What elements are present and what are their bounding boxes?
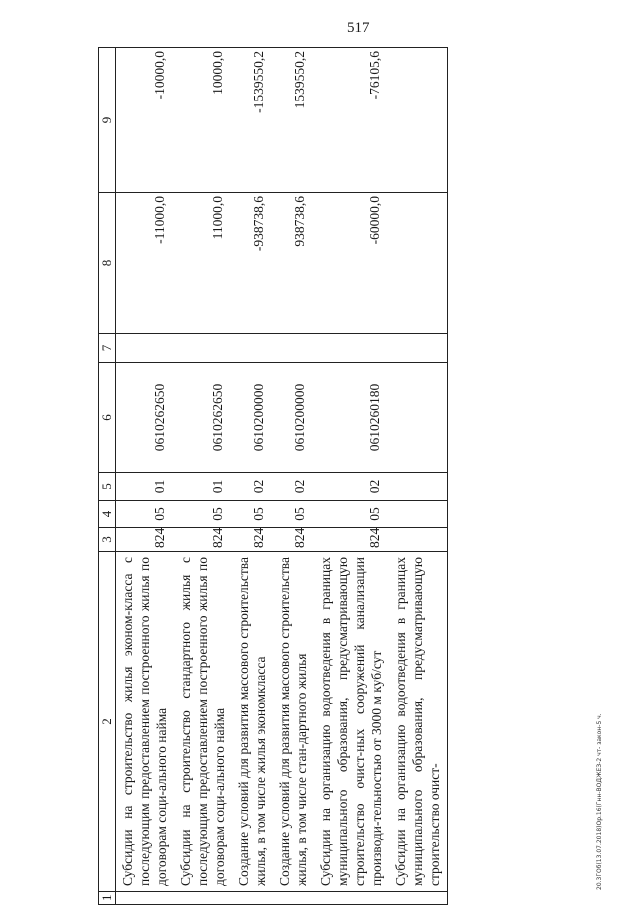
row-index-cell: [389, 892, 448, 905]
cell-section: 05: [116, 501, 175, 528]
cell-section: 05: [273, 501, 314, 528]
cell-amount-year-2: 1539550,2: [273, 48, 314, 193]
cell-ministry-code: 824: [273, 528, 314, 552]
header-col-9: 9: [99, 48, 116, 193]
row-index-cell: [232, 892, 273, 905]
row-description: Создание условий для развития массового строительства жилья, в том числе жилья экономкласса: [232, 552, 273, 892]
cell-amount-year-1: -938738,6: [232, 193, 273, 334]
cell-target-article: 0610262650: [174, 363, 232, 473]
header-col-1: 1: [99, 892, 116, 905]
row-index-cell: [174, 892, 232, 905]
cell-section: 05: [314, 501, 389, 528]
page-number: 517: [347, 20, 370, 36]
cell-amount-year-1: -60000,0: [314, 193, 389, 334]
cell-target-article: 0610262650: [116, 363, 175, 473]
row-index-cell: [314, 892, 389, 905]
row-description: Субсидии на организацию водоотведения в границах муниципального образования, предусматривающую строительство очист-ных сооружений канализации производи-тельностью от 3000 м куб/сут: [314, 552, 389, 892]
margin-note-text: 20.3ГОб(13.07.2018)Ор.16(Гнн-ВОДЖЕЗ-2 чт- закон-5 ч.: [596, 713, 603, 890]
table-row: [232, 48, 273, 905]
cell-amount-year-2: -10000,0: [116, 48, 175, 193]
cell-amount-year-2: [389, 48, 448, 193]
cell-expense-type: [116, 334, 175, 363]
rotated-table-container: [98, 48, 585, 905]
row-description: Создание условий для развития массового строительства жилья, в том числе стан-дартного жилья: [273, 552, 314, 892]
cell-expense-type: [232, 334, 273, 363]
cell-ministry-code: [389, 528, 448, 552]
header-col-6: 6: [99, 363, 116, 473]
cell-target-article: [389, 363, 448, 473]
cell-ministry-code: 824: [232, 528, 273, 552]
cell-subsection: 02: [273, 473, 314, 501]
cell-amount-year-1: 11000,0: [174, 193, 232, 334]
row-description: Субсидии на организацию водоотведения в границах муниципального образования, предусматривающую строительство очист-: [389, 552, 448, 892]
cell-expense-type: [174, 334, 232, 363]
header-col-7: 7: [99, 334, 116, 363]
cell-expense-type: [273, 334, 314, 363]
table-row: [174, 48, 232, 905]
cell-amount-year-2: -76105,6: [314, 48, 389, 193]
cell-subsection: 01: [116, 473, 175, 501]
table-row: [314, 48, 389, 905]
cell-target-article: 0610200000: [232, 363, 273, 473]
margin-note: [596, 590, 606, 890]
header-col-8: 8: [99, 193, 116, 334]
cell-amount-year-2: -1539550,2: [232, 48, 273, 193]
cell-amount-year-1: 938738,6: [273, 193, 314, 334]
header-col-3: 3: [99, 528, 116, 552]
cell-amount-year-1: [389, 193, 448, 334]
header-col-4: 4: [99, 501, 116, 528]
cell-ministry-code: 824: [116, 528, 175, 552]
header-col-5: 5: [99, 473, 116, 501]
cell-subsection: 02: [232, 473, 273, 501]
cell-ministry-code: 824: [314, 528, 389, 552]
row-description: Субсидии на строительство жилья эконом-класса с последующим предоставлением построенного жилья по договорам соци-ального найма: [116, 552, 175, 892]
budget-table: [98, 47, 448, 905]
table-row: [116, 48, 175, 905]
row-description: Субсидии на строительство стандартного жилья с последующим предоставлением построенного жилья по договорам соци-ального найма: [174, 552, 232, 892]
cell-amount-year-2: 10000,0: [174, 48, 232, 193]
table-row: [389, 48, 448, 905]
cell-subsection: 01: [174, 473, 232, 501]
row-index-cell: [273, 892, 314, 905]
cell-section: 05: [174, 501, 232, 528]
cell-expense-type: [314, 334, 389, 363]
row-index-cell: [116, 892, 175, 905]
cell-ministry-code: 824: [174, 528, 232, 552]
cell-target-article: 0610200000: [273, 363, 314, 473]
cell-amount-year-1: -11000,0: [116, 193, 175, 334]
cell-expense-type: [389, 334, 448, 363]
table-row: [273, 48, 314, 905]
cell-section: [389, 501, 448, 528]
cell-subsection: [389, 473, 448, 501]
cell-section: 05: [232, 501, 273, 528]
cell-target-article: 0610260180: [314, 363, 389, 473]
cell-subsection: 02: [314, 473, 389, 501]
table-header-row: [99, 48, 116, 905]
header-col-2: 2: [99, 552, 116, 892]
